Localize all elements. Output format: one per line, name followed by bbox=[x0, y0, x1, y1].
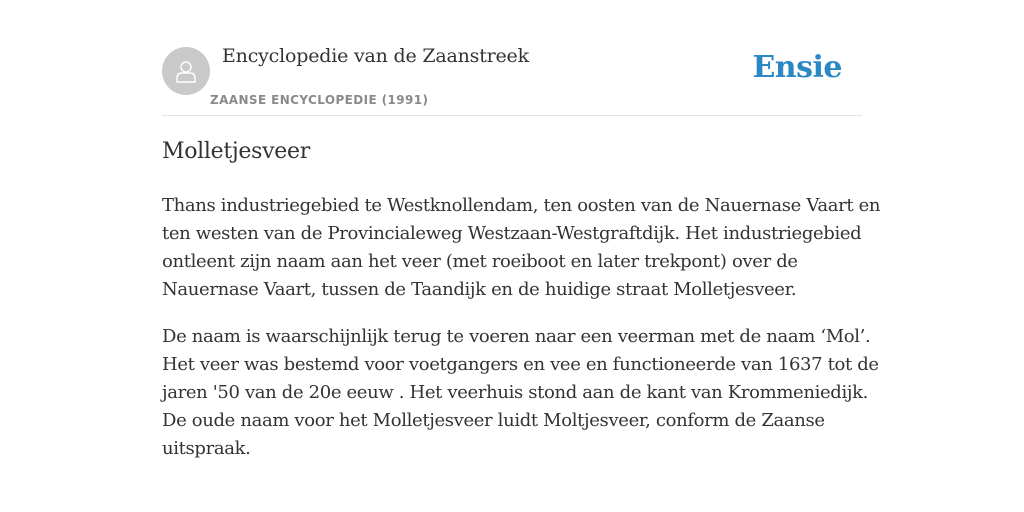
page bbox=[162, 0, 881, 512]
paragraph-line: ten westen van de Provincialeweg Westzaan-Westgraftdijk. Het industriegebied bbox=[162, 223, 862, 244]
source-subtitle[interactable]: ZAANSE ENCYCLOPEDIE (1991) bbox=[210, 93, 429, 107]
paragraph-line: uitspraak. bbox=[162, 438, 251, 459]
paragraph-line: ontleent zijn naam aan het veer (met roeiboot en later trekpont) over de bbox=[162, 251, 798, 272]
paragraph-line: Thans industriegebied te Westknollendam, ten oosten van de Nauernase Vaart en bbox=[162, 195, 881, 216]
paragraph-line: De naam is waarschijnlijk terug te voeren naar een veerman met de naam ‘Mol’. bbox=[162, 326, 871, 347]
ensie-logo[interactable]: Ensie bbox=[752, 50, 842, 85]
user-icon bbox=[173, 58, 199, 84]
paragraph-line: Het veer was bestemd voor voetgangers en vee en functioneerde van 1637 tot de bbox=[162, 354, 879, 375]
article-paragraph bbox=[162, 323, 879, 463]
avatar[interactable] bbox=[162, 47, 210, 95]
paragraph-line: Nauernase Vaart, tussen de Taandijk en de huidige straat Molletjesveer. bbox=[162, 279, 797, 300]
paragraph-line: jaren '50 van de 20e eeuw . Het veerhuis stond aan de kant van Krommeniedijk. bbox=[162, 382, 869, 403]
paragraph-line: De oude naam voor het Molletjesveer luidt Moltjesveer, conform de Zaanse bbox=[162, 410, 825, 431]
article-title: Molletjesveer bbox=[162, 139, 310, 164]
source-name[interactable]: Encyclopedie van de Zaanstreek bbox=[222, 45, 529, 67]
article-paragraph bbox=[162, 192, 881, 304]
header bbox=[162, 0, 862, 116]
